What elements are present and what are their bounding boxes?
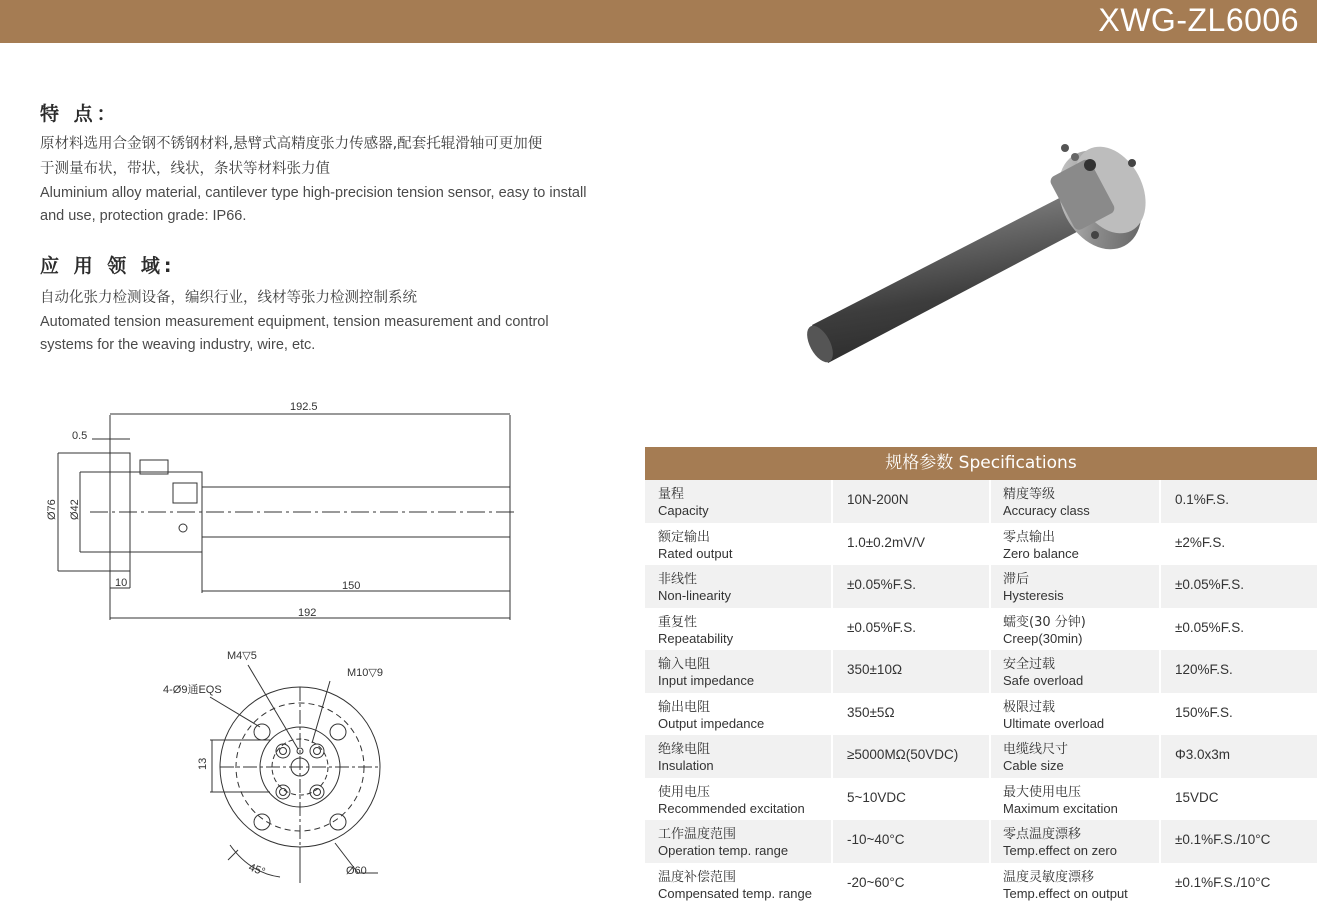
spec-label-cell bbox=[645, 863, 833, 906]
dim-76: Ø76 bbox=[46, 499, 58, 520]
spec-label-en: Operation temp. range bbox=[658, 843, 789, 858]
spec-value: ≥5000MΩ(50VDC) bbox=[847, 747, 959, 762]
spec-row bbox=[645, 735, 1317, 778]
spec-value: Φ3.0x3m bbox=[1175, 747, 1231, 762]
dim-60: Ø60 bbox=[346, 865, 367, 877]
spec-label-cell bbox=[991, 608, 1161, 651]
dim-192: 192 bbox=[298, 607, 317, 619]
spec-value-cell bbox=[1161, 523, 1317, 566]
spec-value: ±0.05%F.S. bbox=[1175, 619, 1244, 635]
spec-label-cell bbox=[645, 693, 833, 736]
dim-10: 10 bbox=[115, 577, 128, 589]
spec-label-cell bbox=[645, 735, 833, 778]
spec-rows bbox=[645, 480, 1317, 905]
features-en-line1: Aluminium alloy material, cantilever type high-precision tension sensor, easy to install bbox=[40, 185, 587, 201]
dim-150: 150 bbox=[342, 580, 361, 592]
spec-label-en: Insulation bbox=[658, 758, 714, 773]
spec-value: ±0.1%F.S./10°C bbox=[1175, 832, 1271, 847]
spec-label-cell bbox=[645, 650, 833, 693]
spec-label-cn: 非线性 bbox=[658, 572, 698, 587]
label-holes: 4-Ø9通EQS bbox=[163, 684, 222, 696]
model-title: XWG-ZL6006 bbox=[1098, 2, 1299, 38]
spec-value: -20~60°C bbox=[847, 874, 905, 890]
spec-value: ±2%F.S. bbox=[1175, 534, 1226, 550]
spec-label-cn: 量程 bbox=[658, 487, 685, 502]
spec-label-en: Safe overload bbox=[1003, 673, 1084, 688]
spec-label-en: Creep(30min) bbox=[1003, 630, 1083, 646]
label-angle: 45° bbox=[246, 861, 267, 879]
spec-label-cn: 输入电阻 bbox=[658, 657, 711, 672]
spec-value: 120%F.S. bbox=[1175, 662, 1233, 677]
spec-label-cell bbox=[645, 523, 833, 566]
spec-label-cell bbox=[991, 735, 1161, 778]
spec-value: 350±5Ω bbox=[847, 704, 895, 720]
dim-42: Ø42 bbox=[69, 499, 81, 520]
spec-label-cn: 蠕变(30 分钟) bbox=[1003, 614, 1086, 630]
spec-label-cell bbox=[991, 523, 1161, 566]
spec-value: ±0.05%F.S. bbox=[847, 577, 916, 592]
features-en-line2: and use, protection grade: IP66. bbox=[40, 208, 247, 224]
spec-value-cell bbox=[1161, 608, 1317, 651]
spec-value-cell bbox=[1161, 693, 1317, 736]
spec-value-cell bbox=[1161, 735, 1317, 778]
spec-value-cell bbox=[833, 650, 991, 693]
spec-label-cn: 温度补偿范围 bbox=[658, 869, 737, 885]
spec-value: 150%F.S. bbox=[1175, 704, 1233, 720]
spec-label-cn: 极限过载 bbox=[1003, 699, 1056, 715]
application-en-line1: Automated tension measurement equipment, tension measurement and control bbox=[40, 314, 549, 330]
spec-label-en: Temp.effect on output bbox=[1003, 885, 1128, 901]
dim-13: 13 bbox=[197, 757, 209, 770]
spec-label-cn: 电缆线尺寸 bbox=[1003, 742, 1069, 757]
spec-label-cn: 精度等级 bbox=[1003, 487, 1056, 502]
spec-row bbox=[645, 778, 1317, 821]
spec-value-cell bbox=[833, 608, 991, 651]
spec-row bbox=[645, 480, 1317, 523]
label-m4: M4▽5 bbox=[227, 650, 257, 662]
spec-value-cell bbox=[833, 565, 991, 608]
spec-label-cn: 零点温度漂移 bbox=[1003, 827, 1082, 842]
spec-label-en: Recommended excitation bbox=[658, 800, 805, 816]
features-cn-line2: 于测量布状，带状，线状，条状等材料张力值 bbox=[40, 161, 330, 177]
product-photo bbox=[790, 95, 1190, 400]
spec-label-cell bbox=[991, 820, 1161, 863]
spec-label-cn: 绝缘电阻 bbox=[658, 742, 711, 757]
spec-label-cell bbox=[991, 565, 1161, 608]
spec-value: 350±10Ω bbox=[847, 662, 903, 677]
spec-row bbox=[645, 863, 1317, 906]
spec-row bbox=[645, 608, 1317, 651]
spec-value-cell bbox=[833, 523, 991, 566]
spec-value: 10N-200N bbox=[847, 492, 909, 507]
spec-value-cell bbox=[833, 863, 991, 906]
spec-title: 规格参数 Specifications bbox=[645, 447, 1317, 480]
spec-label-cell bbox=[645, 608, 833, 651]
features-heading: 特 点： bbox=[40, 103, 120, 125]
spec-label-cell bbox=[991, 863, 1161, 906]
header-bar bbox=[0, 0, 1317, 43]
spec-row bbox=[645, 820, 1317, 863]
spec-label-cn: 工作温度范围 bbox=[658, 827, 737, 842]
spec-row bbox=[645, 565, 1317, 608]
spec-label-cell bbox=[645, 480, 833, 523]
spec-value-cell bbox=[1161, 650, 1317, 693]
spec-row bbox=[645, 650, 1317, 693]
spec-label-cn: 温度灵敏度漂移 bbox=[1003, 869, 1095, 885]
spec-label-cell bbox=[645, 778, 833, 821]
spec-value: ±0.1%F.S./10°C bbox=[1175, 874, 1271, 890]
spec-value: 5~10VDC bbox=[847, 789, 906, 805]
spec-row bbox=[645, 523, 1317, 566]
spec-label-en: Maximum excitation bbox=[1003, 800, 1118, 816]
spec-label-en: Ultimate overload bbox=[1003, 715, 1105, 731]
spec-label-en: Hysteresis bbox=[1003, 588, 1064, 603]
spec-value: 1.0±0.2mV/V bbox=[847, 534, 925, 550]
spec-label-cn: 安全过载 bbox=[1003, 657, 1056, 672]
spec-value-cell bbox=[1161, 565, 1317, 608]
dim-192-5: 192.5 bbox=[290, 401, 318, 413]
spec-label-en: Cable size bbox=[1003, 758, 1064, 773]
spec-value-cell bbox=[1161, 820, 1317, 863]
spec-value-cell bbox=[833, 480, 991, 523]
spec-value: ±0.05%F.S. bbox=[1175, 577, 1244, 592]
spec-value-cell bbox=[833, 820, 991, 863]
dim-0-5: 0.5 bbox=[72, 430, 88, 442]
spec-value-cell bbox=[1161, 863, 1317, 906]
spec-label-en: Temp.effect on zero bbox=[1003, 843, 1117, 858]
spec-label-cn: 使用电压 bbox=[658, 784, 711, 800]
spec-label-cn: 额定输出 bbox=[658, 529, 711, 545]
spec-value-cell bbox=[833, 735, 991, 778]
application-en-line2: systems for the weaving industry, wire, etc. bbox=[40, 337, 316, 353]
spec-label-en: Rated output bbox=[658, 545, 733, 561]
spec-label-en: Output impedance bbox=[658, 715, 765, 731]
spec-value: 15VDC bbox=[1175, 789, 1219, 805]
spec-value-cell bbox=[833, 778, 991, 821]
spec-label-en: Capacity bbox=[658, 503, 709, 518]
spec-label-en: Input impedance bbox=[658, 673, 755, 688]
spec-label-cn: 滞后 bbox=[1003, 572, 1030, 587]
spec-value: 0.1%F.S. bbox=[1175, 492, 1230, 507]
spec-value: ±0.05%F.S. bbox=[847, 619, 916, 635]
application-cn-line1: 自动化张力检测设备，编织行业，线材等张力检测控制系统 bbox=[40, 290, 417, 306]
spec-label-cell bbox=[645, 820, 833, 863]
application-heading: 应 用 领 域: bbox=[40, 255, 176, 277]
spec-value: -10~40°C bbox=[847, 832, 905, 847]
spec-label-en: Accuracy class bbox=[1003, 503, 1090, 518]
label-m10: M10▽9 bbox=[347, 667, 383, 679]
spec-label-cell bbox=[991, 480, 1161, 523]
features-cn-line1: 原材料选用合金钢不锈钢材料,悬臂式高精度张力传感器,配套托辊滑轴可更加便 bbox=[40, 136, 543, 152]
spec-table bbox=[645, 447, 1317, 905]
spec-value-cell bbox=[833, 693, 991, 736]
spec-label-cn: 零点输出 bbox=[1003, 529, 1056, 545]
spec-label-cn: 重复性 bbox=[658, 614, 698, 630]
spec-value-cell bbox=[1161, 480, 1317, 523]
spec-value-cell bbox=[1161, 778, 1317, 821]
spec-label-en: Compensated temp. range bbox=[658, 885, 812, 901]
spec-label-en: Zero balance bbox=[1003, 545, 1079, 561]
spec-label-en: Repeatability bbox=[658, 630, 734, 646]
spec-label-cn: 最大使用电压 bbox=[1003, 784, 1082, 800]
spec-label-cell bbox=[991, 650, 1161, 693]
spec-label-cell bbox=[991, 693, 1161, 736]
technical-drawing bbox=[40, 395, 540, 905]
spec-label-cn: 输出电阻 bbox=[658, 699, 711, 715]
spec-label-en: Non-linearity bbox=[658, 588, 731, 603]
spec-row bbox=[645, 693, 1317, 736]
spec-label-cell bbox=[991, 778, 1161, 821]
spec-label-cell bbox=[645, 565, 833, 608]
